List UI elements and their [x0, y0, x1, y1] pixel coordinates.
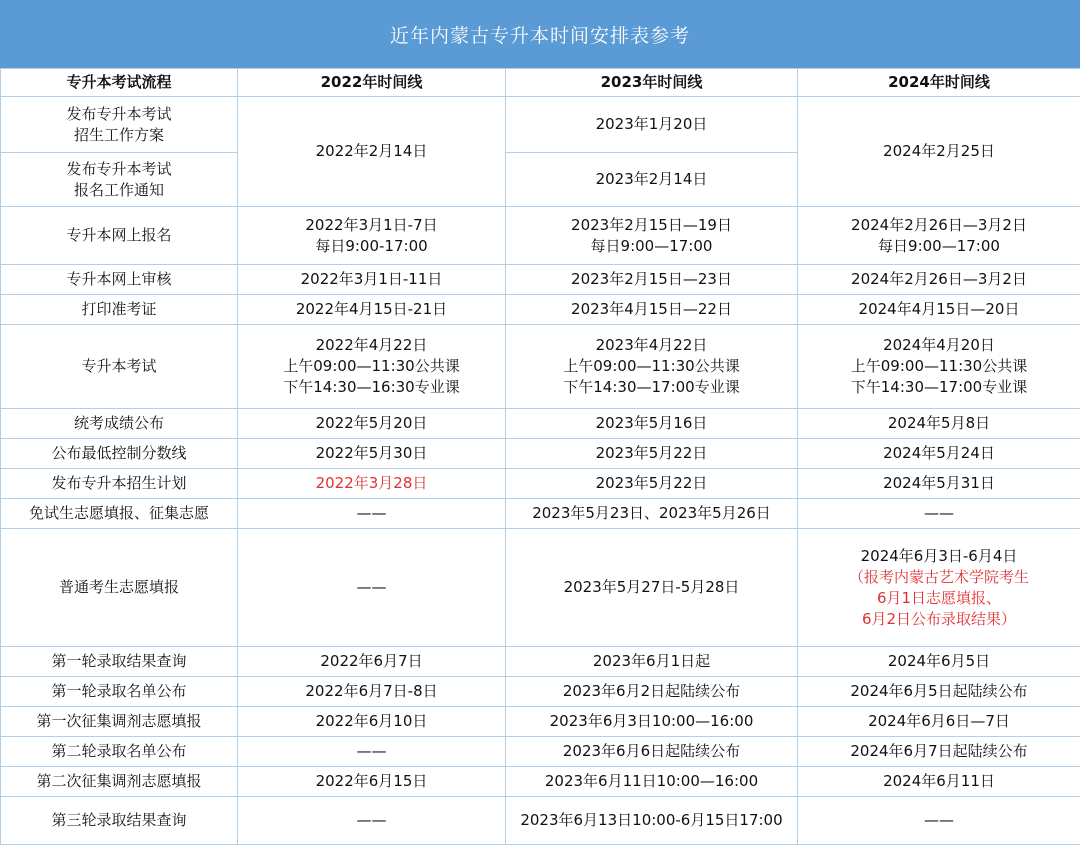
cell-2023: 2023年6月1日起 [506, 647, 798, 677]
row-label: 发布专升本招生计划 [1, 469, 238, 499]
row-label: 发布专升本考试 招生工作方案 [1, 97, 238, 153]
cell-2024: 2024年2月26日—3月2日 每日9:00—17:00 [798, 207, 1080, 265]
table-row [1, 469, 1080, 499]
cell-2023: 2023年1月20日 [506, 97, 798, 153]
row-label: 专升本网上审核 [1, 265, 238, 295]
cell-2022: —— [238, 737, 506, 767]
table-row [1, 737, 1080, 767]
row-label: 打印准考证 [1, 295, 238, 325]
art-college-note: （报考内蒙古艺术学院考生 [848, 567, 1029, 586]
cell-2022: 2022年6月7日-8日 [238, 677, 506, 707]
cell-2023: 2023年4月15日—22日 [506, 295, 798, 325]
table-row [1, 707, 1080, 737]
schedule-table [0, 68, 1080, 845]
table-row [1, 647, 1080, 677]
cell-2023: 2023年6月3日10:00—16:00 [506, 707, 798, 737]
cell-2023: 2023年6月2日起陆续公布 [506, 677, 798, 707]
cell-2024: 2024年5月8日 [798, 409, 1080, 439]
cell-2022: 2022年4月15日-21日 [238, 295, 506, 325]
cell-2024: 2024年6月3日-6月4日 （报考内蒙古艺术学院考生 6月1日志愿填报、 6月2日公布录取结果） [798, 529, 1080, 647]
table-row [1, 677, 1080, 707]
cell-2022: —— [238, 797, 506, 845]
cell-2023: 2023年2月14日 [506, 153, 798, 207]
table-row [1, 797, 1080, 845]
cell-2022: —— [238, 499, 506, 529]
cell-2022: 2022年6月10日 [238, 707, 506, 737]
cell-2023: 2023年5月22日 [506, 439, 798, 469]
cell-2022: 2022年5月20日 [238, 409, 506, 439]
cell-2024: 2024年2月25日 [798, 97, 1080, 207]
row-label: 第一轮录取名单公布 [1, 677, 238, 707]
table-row [1, 265, 1080, 295]
header-2023: 2023年时间线 [506, 69, 798, 97]
cell-2023: 2023年5月22日 [506, 469, 798, 499]
cell-2022: 2022年3月1日-7日 每日9:00-17:00 [238, 207, 506, 265]
cell-2023: 2023年6月6日起陆续公布 [506, 737, 798, 767]
header-process: 专升本考试流程 [1, 69, 238, 97]
cell-2024: 2024年6月7日起陆续公布 [798, 737, 1080, 767]
cell-2023: 2023年5月27日-5月28日 [506, 529, 798, 647]
table-row [1, 325, 1080, 409]
row-label: 普通考生志愿填报 [1, 529, 238, 647]
cell-2023: 2023年6月11日10:00—16:00 [506, 767, 798, 797]
cell-2023: 2023年6月13日10:00-6月15日17:00 [506, 797, 798, 845]
header-2024: 2024年时间线 [798, 69, 1080, 97]
cell-2022: 2022年3月1日-11日 [238, 265, 506, 295]
cell-2022: 2022年2月14日 [238, 97, 506, 207]
cell-2023: 2023年5月23日、2023年5月26日 [506, 499, 798, 529]
cell-2024: 2024年5月24日 [798, 439, 1080, 469]
cell-2024: 2024年4月15日—20日 [798, 295, 1080, 325]
cell-2024: 2024年2月26日—3月2日 [798, 265, 1080, 295]
cell-2023: 2023年5月16日 [506, 409, 798, 439]
cell-2022: 2022年6月7日 [238, 647, 506, 677]
row-label: 专升本网上报名 [1, 207, 238, 265]
row-label: 免试生志愿填报、征集志愿 [1, 499, 238, 529]
cell-2024: —— [798, 797, 1080, 845]
table-row [1, 97, 1080, 153]
row-label: 第二轮录取名单公布 [1, 737, 238, 767]
row-label: 专升本考试 [1, 325, 238, 409]
header-2022: 2022年时间线 [238, 69, 506, 97]
table-row [1, 767, 1080, 797]
cell-2024: 2024年4月20日 上午09:00—11:30公共课 下午14:30—17:00专业课 [798, 325, 1080, 409]
cell-2022: 2022年3月28日 [238, 469, 506, 499]
cell-2023: 2023年2月15日—23日 [506, 265, 798, 295]
table-header-row [1, 69, 1080, 97]
row-label: 统考成绩公布 [1, 409, 238, 439]
table-row [1, 529, 1080, 647]
document-title: 近年内蒙古专升本时间安排表参考 [0, 0, 1080, 68]
cell-2022: 2022年4月22日 上午09:00—11:30公共课 下午14:30—16:30专业课 [238, 325, 506, 409]
cell-2024: 2024年5月31日 [798, 469, 1080, 499]
cell-2022: 2022年5月30日 [238, 439, 506, 469]
cell-2024: 2024年6月6日—7日 [798, 707, 1080, 737]
row-label: 第一次征集调剂志愿填报 [1, 707, 238, 737]
table-row [1, 439, 1080, 469]
cell-2022: —— [238, 529, 506, 647]
cell-2023: 2023年2月15日—19日 每日9:00—17:00 [506, 207, 798, 265]
cell-2024: 2024年6月11日 [798, 767, 1080, 797]
row-label: 第二次征集调剂志愿填报 [1, 767, 238, 797]
table-row [1, 499, 1080, 529]
cell-2024: —— [798, 499, 1080, 529]
row-label: 公布最低控制分数线 [1, 439, 238, 469]
table-row [1, 295, 1080, 325]
table-row [1, 409, 1080, 439]
cell-2024: 2024年6月5日起陆续公布 [798, 677, 1080, 707]
cell-2023: 2023年4月22日 上午09:00—11:30公共课 下午14:30—17:00专业课 [506, 325, 798, 409]
cell-2022: 2022年6月15日 [238, 767, 506, 797]
row-label: 第一轮录取结果查询 [1, 647, 238, 677]
cell-2024: 2024年6月5日 [798, 647, 1080, 677]
table-row [1, 207, 1080, 265]
row-label: 第三轮录取结果查询 [1, 797, 238, 845]
row-label: 发布专升本考试 报名工作通知 [1, 153, 238, 207]
